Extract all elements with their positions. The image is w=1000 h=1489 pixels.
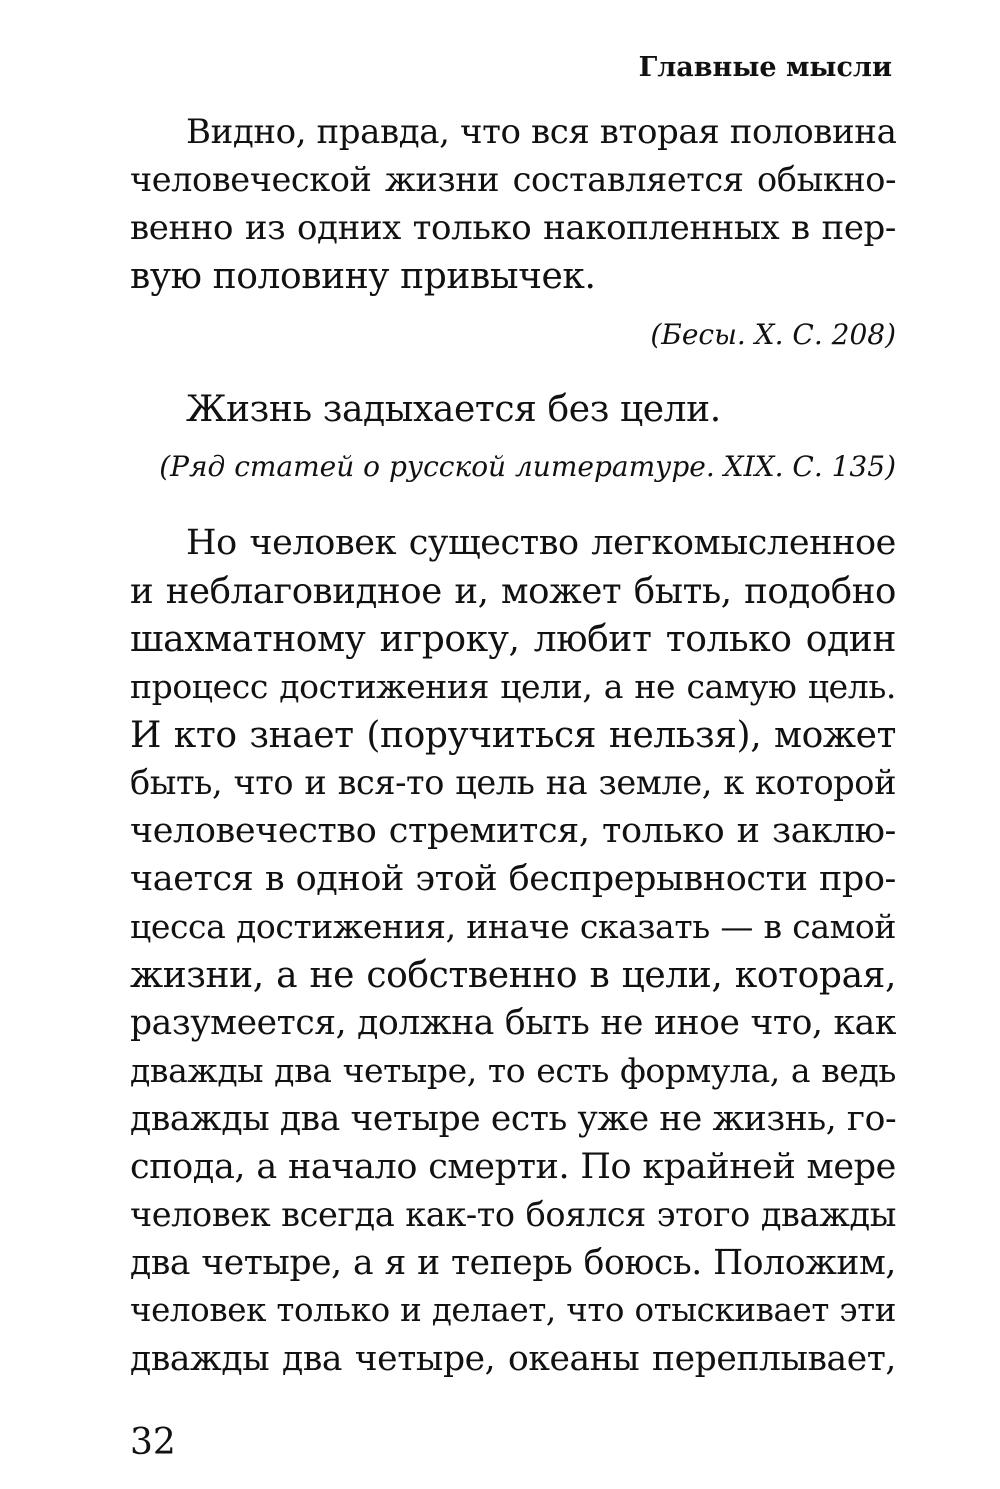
quote-3-line-12: дважды два четыре, то есть формула, а ведь	[130, 1051, 896, 1090]
quote-3-line-17: человек только и делает, что отыскивает эти	[130, 1291, 896, 1329]
quote-3-line-3: шахматному игроку, любит только один	[130, 619, 896, 660]
quote-1-line-2: человеческой жизни составляется обыкно-	[130, 160, 896, 199]
quote-3-line-1: Но человек существо легкомысленное	[186, 523, 896, 563]
quote-2-source: (Ряд статей о русской литературе. XIX. С. 135)	[159, 450, 896, 483]
quote-1-line-4: вую половину привычек.	[130, 256, 596, 297]
quote-3-line-7: человечество стремится, только и заклю-	[130, 811, 896, 851]
quote-3-line-9: цесса достижения, иначе сказать — в самой	[130, 907, 896, 946]
quote-3-line-16: два четыре, а я и теперь боюсь. Положим,	[130, 1243, 896, 1283]
quote-3-line-8: чается в одной этой беспрерывности про-	[130, 859, 896, 899]
quote-3-line-5: И кто знает (поручиться нельзя), может	[130, 715, 896, 756]
quote-3-line-6: быть, что и вся-то цель на земле, к которой	[130, 763, 896, 802]
quote-3-line-18: дважды два четыре, океаны переплывает,	[130, 1339, 896, 1379]
quote-3-line-2: и неблаговидное и, может быть, подобно	[130, 571, 896, 612]
quote-3-line-11: разумеется, должна быть не иное что, как	[130, 1003, 896, 1043]
running-header: Главные мысли	[638, 52, 892, 83]
quote-3-line-15: человек всегда как-то боялся этого дважды	[130, 1195, 896, 1234]
quote-3-line-10: жизни, а не собственно в цели, которая,	[130, 955, 896, 996]
quote-3-line-13: дважды два четыре есть уже не жизнь, го-	[130, 1099, 897, 1139]
quote-2-line-1: Жизнь задыхается без цели.	[186, 389, 721, 430]
quote-1-source: (Бесы. X. С. 208)	[650, 318, 896, 351]
page-number: 32	[130, 1422, 176, 1463]
quote-1-line-1: Видно, правда, что вся вторая половина	[186, 112, 897, 152]
quote-3-line-4: процесс достижения цели, а не самую цель.	[130, 667, 896, 706]
quote-1-line-3: венно из одних только накопленных в пер-	[130, 208, 896, 248]
quote-3-line-14: спода, а начало смерти. По крайней мере	[130, 1147, 896, 1187]
